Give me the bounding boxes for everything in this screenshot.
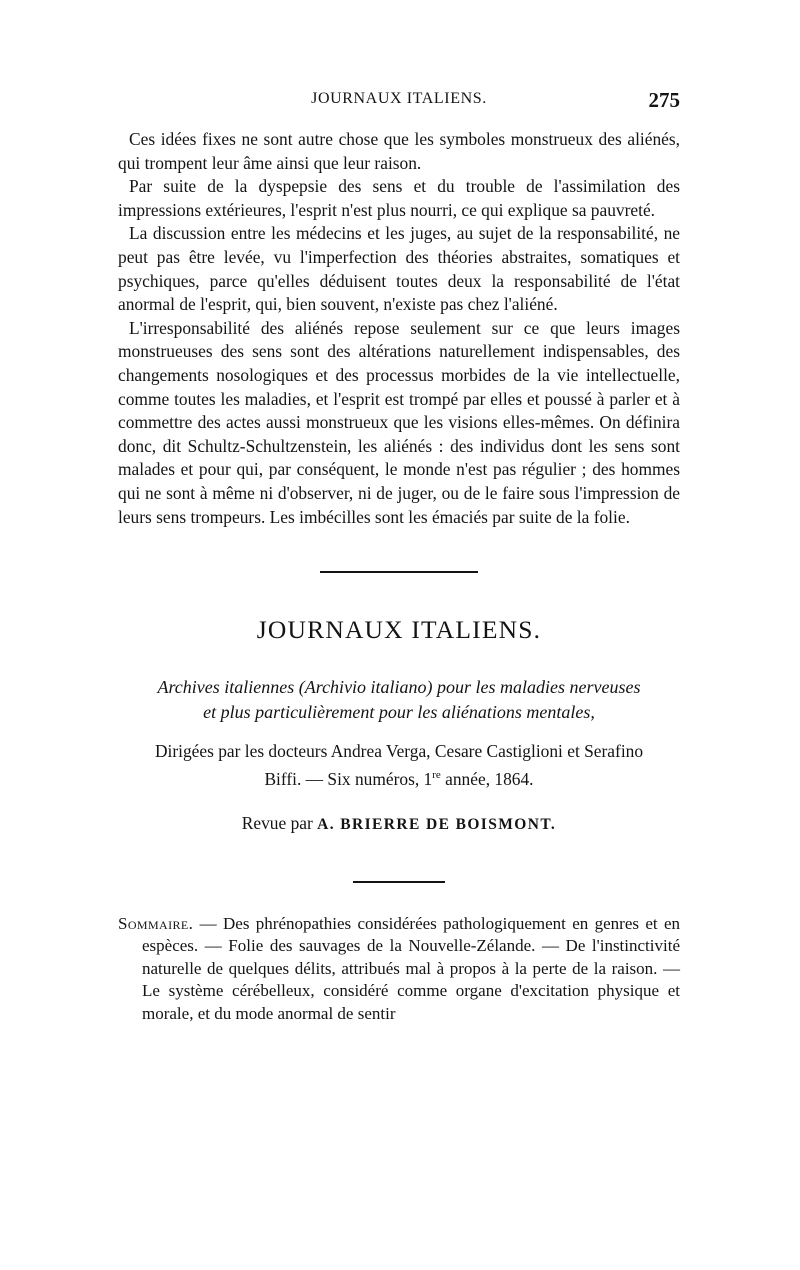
short-divider xyxy=(353,881,445,883)
editors-text: Dirigées par les docteurs Andrea Verga, Cesare Castiglioni et Serafino xyxy=(154,741,644,762)
paragraph: L'irresponsabilité des aliénés repose seulement sur ce que leurs images monstrueuses des sens sont des altérations naturellement indispensables, des changements nosologiques et des processus morbides de la vie intellectuelle, comme toutes les maladies, et l'esprit est trompé par elles et poussé à parler et à commettre des actes aussi monstrueux que les visions elles-mêmes. On définira donc, dit Schultz-Schultzenstein, les aliénés : des individus dont les sens sont malades et pour qui, par conséquent, le monde n'est pas régulier ; des hommes qui ne sont à même ni d'observer, ni de juger, ou de le faire sous l'impression de leurs sens trompeurs. Les imbécilles sont les émaciés par suite de la folie. xyxy=(118,317,680,527)
page-number: 275 xyxy=(648,88,680,112)
paragraph: Par suite de la dyspepsie des sens et du trouble de l'assimilation des impressions extérieures, l'esprit n'est plus nourri, ce qui explique sa pauvreté. xyxy=(118,176,680,220)
section-title: JOURNAUX ITALIENS. xyxy=(256,615,542,645)
summary xyxy=(118,913,680,1025)
section-divider xyxy=(320,571,478,573)
running-header xyxy=(118,88,680,116)
journal-title-line: Archives italiennes (Archivio italiano) pour les maladies nerveuses xyxy=(157,677,641,698)
body-text xyxy=(118,128,680,529)
paragraph: Ces idées fixes ne sont autre chose que les symboles monstrueux des aliénés, qui trompent leur âme ainsi que leur raison. xyxy=(118,129,680,173)
book-page xyxy=(118,88,680,1025)
journal-title-line: et plus particulièrement pour les aliénations mentales, xyxy=(203,702,595,723)
reviewer-prefix: Revue par xyxy=(241,812,313,833)
editors-text-b: année, 1864. xyxy=(440,768,534,789)
ordinal-superscript: re xyxy=(432,769,441,782)
editors-line xyxy=(118,739,680,791)
reviewer-name: A. BRIERRE DE BOISMONT. xyxy=(317,815,557,833)
journal-title xyxy=(118,675,680,725)
editors-text-a: Biffi. — Six numéros, 1 xyxy=(264,768,433,789)
running-title: JOURNAUX ITALIENS. xyxy=(311,90,487,107)
summary-text: — Des phrénopathies considérées pathologiquement en genres et en espèces. — Folie des sauvages de la Nouvelle-Zélande. — De l'instinctivité naturelle de quelques délits, attribués mal à propos à la perte de la raison. — Le système cérébelleux, considéré comme organe d'excitation physique et morale, et du mode anormal de sentir xyxy=(142,913,680,1023)
editors-text-2 xyxy=(118,763,680,791)
paragraph: La discussion entre les médecins et les juges, au sujet de la responsabilité, ne peut pas être levée, vu l'imperfection des théories abstraites, somatiques et psychiques, parce qu'elles déduisent toutes deux la responsabilité de l'état anormal de l'esprit, qui, bien souvent, n'existe pas chez l'aliéné. xyxy=(118,223,680,315)
reviewer-line xyxy=(118,811,680,837)
summary-label: Sommaire. xyxy=(118,913,194,933)
